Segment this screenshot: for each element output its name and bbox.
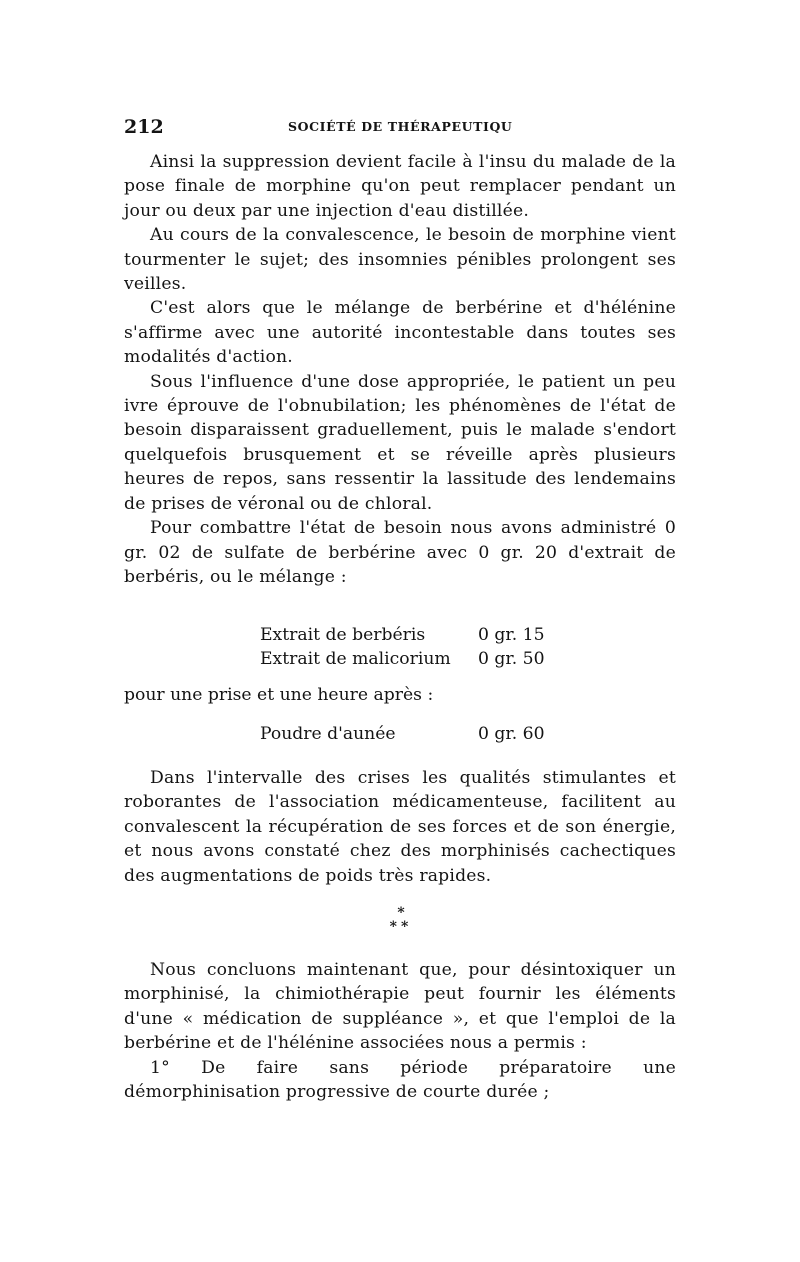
- text-block-2: [124, 766, 676, 888]
- recipe-item-name: Poudre d'aunée: [260, 724, 396, 744]
- paragraph: Au cours de la convalescence, le besoin de morphine vient tourmenter le sujet; des insomnies pénibles prolongent ses veilles.: [124, 225, 676, 295]
- paragraph: Sous l'influence d'une dose appropriée, le patient un peu ivre éprouve de l'obnubilation; les phénomènes de l'état de besoin disparaissent graduellement, puis le malade s'endort quelquefois brusquement et se réveille après plusieurs heures de repos, sans ressentir la lassitude des lendemains de prises de véronal ou de chloral.: [124, 371, 676, 514]
- recipe-item-quantity: 0 gr. 15: [478, 625, 545, 645]
- paragraph: Ainsi la suppression devient facile à l'insu du malade de la pose finale de morphine qu'on peut remplacer pendant un jour ou deux par une injection d'eau distillée.: [124, 152, 676, 221]
- asterism-top: *: [397, 905, 405, 921]
- recipe-item: [260, 722, 600, 746]
- recipe-item-name: Extrait de malicorium: [260, 649, 451, 670]
- paragraph: C'est alors que le mélange de berbérine et d'hélénine s'affirme avec une autorité incontestable dans toutes ses modalités d'action.: [124, 298, 676, 368]
- text-block-1: [124, 150, 676, 589]
- running-head: SOCIÉTÉ DE THÉRAPEUTIQU: [288, 119, 513, 134]
- recipe-item: [260, 623, 600, 647]
- recipe-item-quantity: 0 gr. 50: [478, 649, 545, 670]
- paragraph: Dans l'intervalle des crises les qualités stimulantes et roborantes de l'association médicamenteuse, facilitent au convalescent la récupération de ses forces et de son énergie, et nous avons constaté chez des morphinisés cachectiques des augmentations de poids très rapides.: [124, 768, 676, 886]
- page-header: [124, 116, 676, 140]
- asterism-bottom: **: [389, 919, 413, 935]
- asterism-separator: [376, 906, 426, 942]
- text-block-3: [124, 958, 676, 1104]
- recipe-item: [260, 647, 600, 671]
- recipe-list-2: [260, 722, 600, 746]
- recipe-list-1: [260, 623, 600, 672]
- page-number: 212: [124, 116, 164, 138]
- interlude-line: pour une prise et une heure après :: [124, 685, 434, 705]
- recipe-item-quantity: 0 gr. 60: [478, 724, 545, 744]
- paragraph: Nous concluons maintenant que, pour désintoxiquer un morphinisé, la chimiothérapie peut fournir les éléments d'une « médication de suppléance », et que l'emploi de la berbérine et de l'hélénine associées nous a permis :: [124, 960, 676, 1054]
- paragraph: 1° De faire sans période préparatoire une démorphinisation progressive de courte durée ;: [124, 1057, 676, 1103]
- paragraph: Pour combattre l'état de besoin nous avons administré 0 gr. 02 de sulfate de berbérine avec 0 gr. 20 d'extrait de berbéris, ou le mélange :: [124, 518, 676, 587]
- recipe-item-name: Extrait de berbéris: [260, 625, 426, 645]
